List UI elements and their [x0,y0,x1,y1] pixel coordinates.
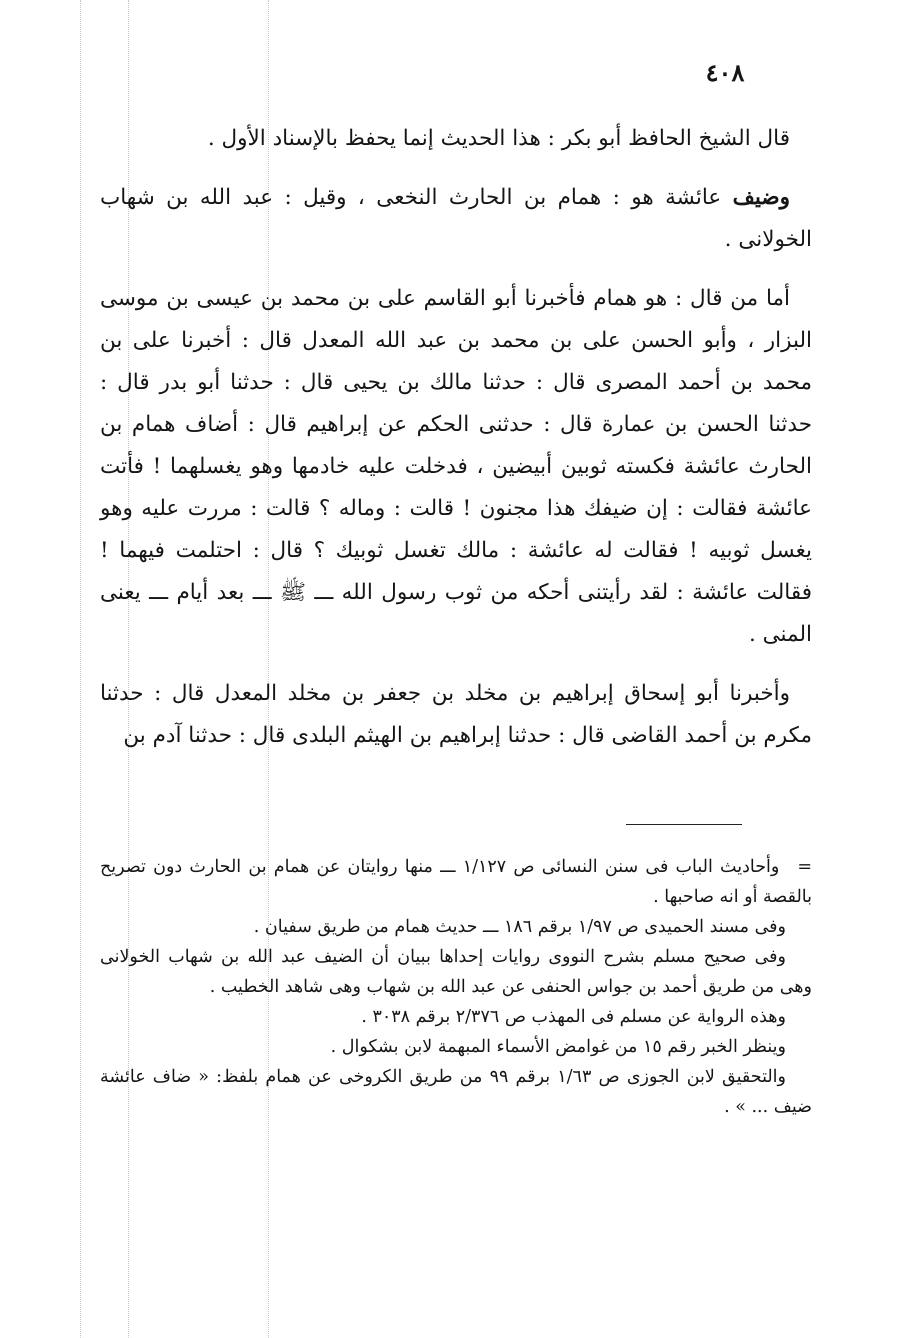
paragraph-text: قال الشيخ الحافظ أبو بكر : هذا الحديث إنما يحفظ بالإسناد الأول . [207,126,790,151]
footnote-separator [626,824,742,825]
footnote: وفى مسند الحميدى ص ١/٩٧ برقم ١٨٦ ـــ حديث همام من طريق سفيان . [253,917,786,937]
footnote: وهذه الرواية عن مسلم فى المهذب ص ٢/٣٧٦ برقم ٣٠٣٨ . [361,1007,786,1027]
paragraph-text: عائشة هو : همام بن الحارث النخعى ، وقيل : عبد الله بن شهاب الخولانى . [100,185,812,252]
scan-artifact-line [80,0,81,1338]
paragraph-text: أما من قال : هو همام فأخبرنا أبو القاسم على بن محمد بن عيسى بن موسى البزار ، وأبو الحسن على بن محمد بن عبد الله المعدل قال : أخبرنا على بن محمد بن أحمد المصرى قال : حدثنا مالك بن يحيى قال : حدثنا أبو بدر قال : حدثنا الحسن بن عمارة قال : حدثنى الحكم عن إبراهيم قال : أضاف همام بن الحارث عائشة فكسته ثوبين أبيضين ، فدخلت عليه خادمها وهو يغسلهما ! فأتت عائشة فقالت : إن ضيفك هذا مجنون ! قالت : وماله ؟ قالت : مررت عليه وهو يغسل ثوبيه ! فقالت له عائشة : مالك تغسل ثوبيك ؟ قال : احتلمت فيهما ! فقالت عائشة : لقد رأيتنى أحكه من ثوب رسول الله ـــ ﷺ ـــ بعد أيام ـــ يعنى المنى . [100,286,812,647]
main-text [100,118,812,774]
footnote: والتحقيق لابن الجوزى ص ١/٦٣ برقم ٩٩ من طريق الكروخى عن همام بلفظ: « ضاف عائشة ضيف ... » . [100,1067,812,1117]
footnote: وفى صحيح مسلم بشرح النووى روايات إحداها ببيان أن الضيف عبد الله بن شهاب الخولانى وهى من طريق أحمد بن جواس الحنفى عن عبد الله بن شهاب وهى شاهد الخطيب . [100,947,812,997]
paragraph [100,118,812,160]
footnote [100,852,812,912]
paragraph-text: وأخبرنا أبو إسحاق إبراهيم بن مخلد بن جعفر بن مخلد المعدل قال : حدثنا مكرم بن أحمد القاضى قال : حدثنا إبراهيم بن الهيثم البلدى قال : حدثنا آدم بن [100,681,812,748]
page-number: ٤٠٨ [705,58,745,87]
paragraph-keyword: وضيف [732,185,790,210]
paragraph [100,177,812,261]
paragraph [100,673,812,757]
footnote-text: وأحاديث الباب فى سنن النسائى ص ١/١٢٧ ـــ منها روايتان عن همام بن الحارث دون تصريح بالقصة أو انه صاحبها . [100,857,812,907]
paragraph [100,278,812,656]
footnote: وينظر الخبر رقم ١٥ من غوامض الأسماء المبهمة لابن بشكوال . [330,1037,786,1057]
footnote-continuation-mark: = [797,857,813,877]
footnotes [100,852,812,1122]
